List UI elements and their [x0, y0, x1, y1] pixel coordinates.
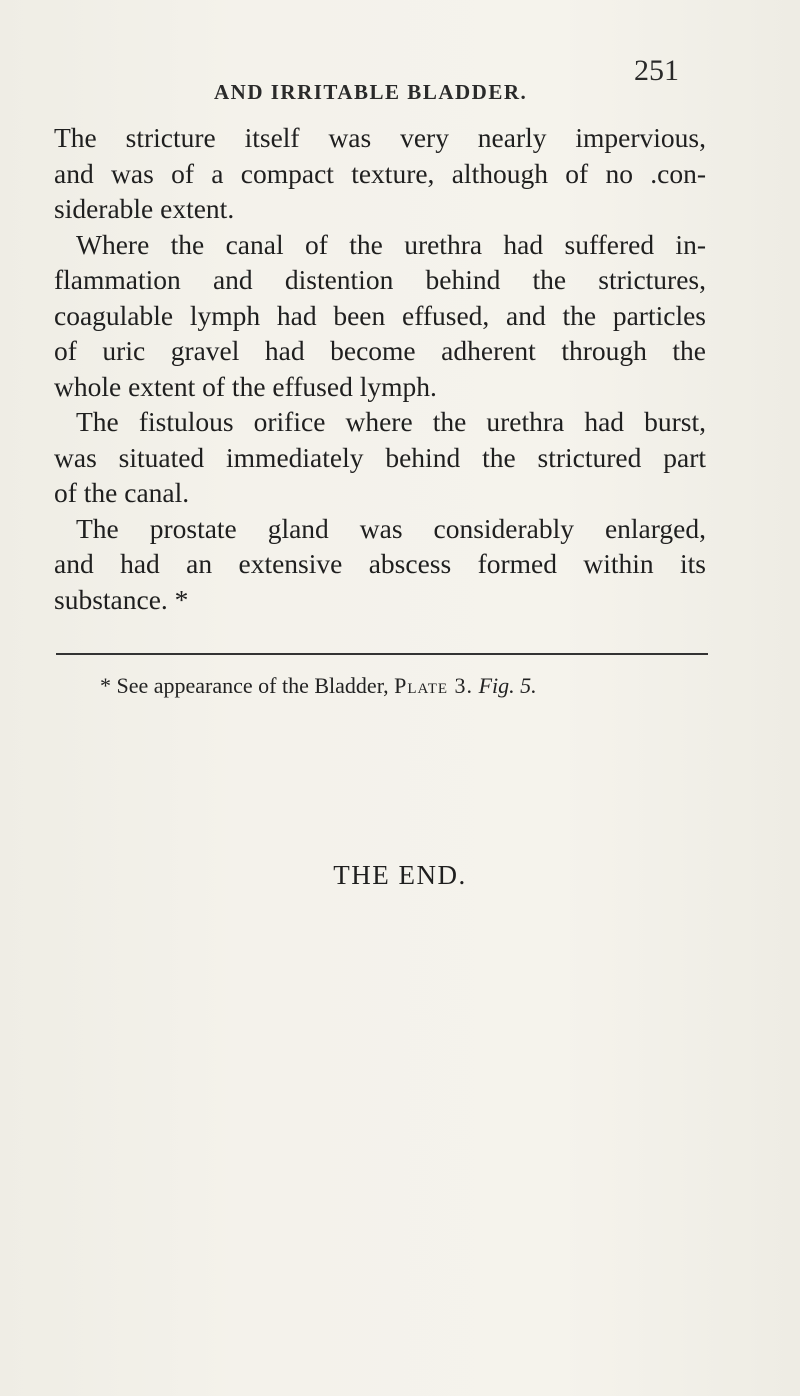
text-line: and was of a compact texture, although of no .con- [54, 157, 706, 189]
running-title: AND IRRITABLE BLADDER. [214, 80, 528, 104]
text-line: of uric gravel had become adherent through the [54, 335, 706, 366]
the-end: THE END. [333, 860, 467, 890]
page-number: 251 [634, 54, 679, 87]
text-line: siderable extent. [54, 193, 235, 224]
running-head [0, 54, 800, 104]
footnote-plate: Plate 3. [394, 673, 474, 698]
text-line: whole extent of the effused lymph. [54, 370, 437, 402]
text-line: substance. * [54, 583, 189, 615]
text-line: flammation and distention behind the strictures, [54, 264, 706, 295]
text-line: and had an extensive abscess formed within its [54, 548, 706, 579]
footnote-text: * See appearance of the Bladder, [100, 673, 389, 698]
text-line: The stricture itself was very nearly impervious, [54, 122, 706, 153]
text-line: The prostate gland was considerably enlarged, [76, 512, 706, 544]
text-line: of the canal. [54, 477, 190, 508]
footnote [100, 673, 537, 699]
text-line: Where the canal of the urethra had suffered in- [76, 228, 706, 260]
text-line: was situated immediately behind the strictured part [54, 441, 706, 473]
text-line: coagulable lymph had been effused, and the particles [54, 299, 706, 331]
body-text [54, 120, 706, 617]
footnote-fig: Fig. 5. [478, 673, 537, 698]
footnote-rule [56, 653, 708, 655]
text-line: The fistulous orifice where the urethra had burst, [76, 406, 706, 437]
